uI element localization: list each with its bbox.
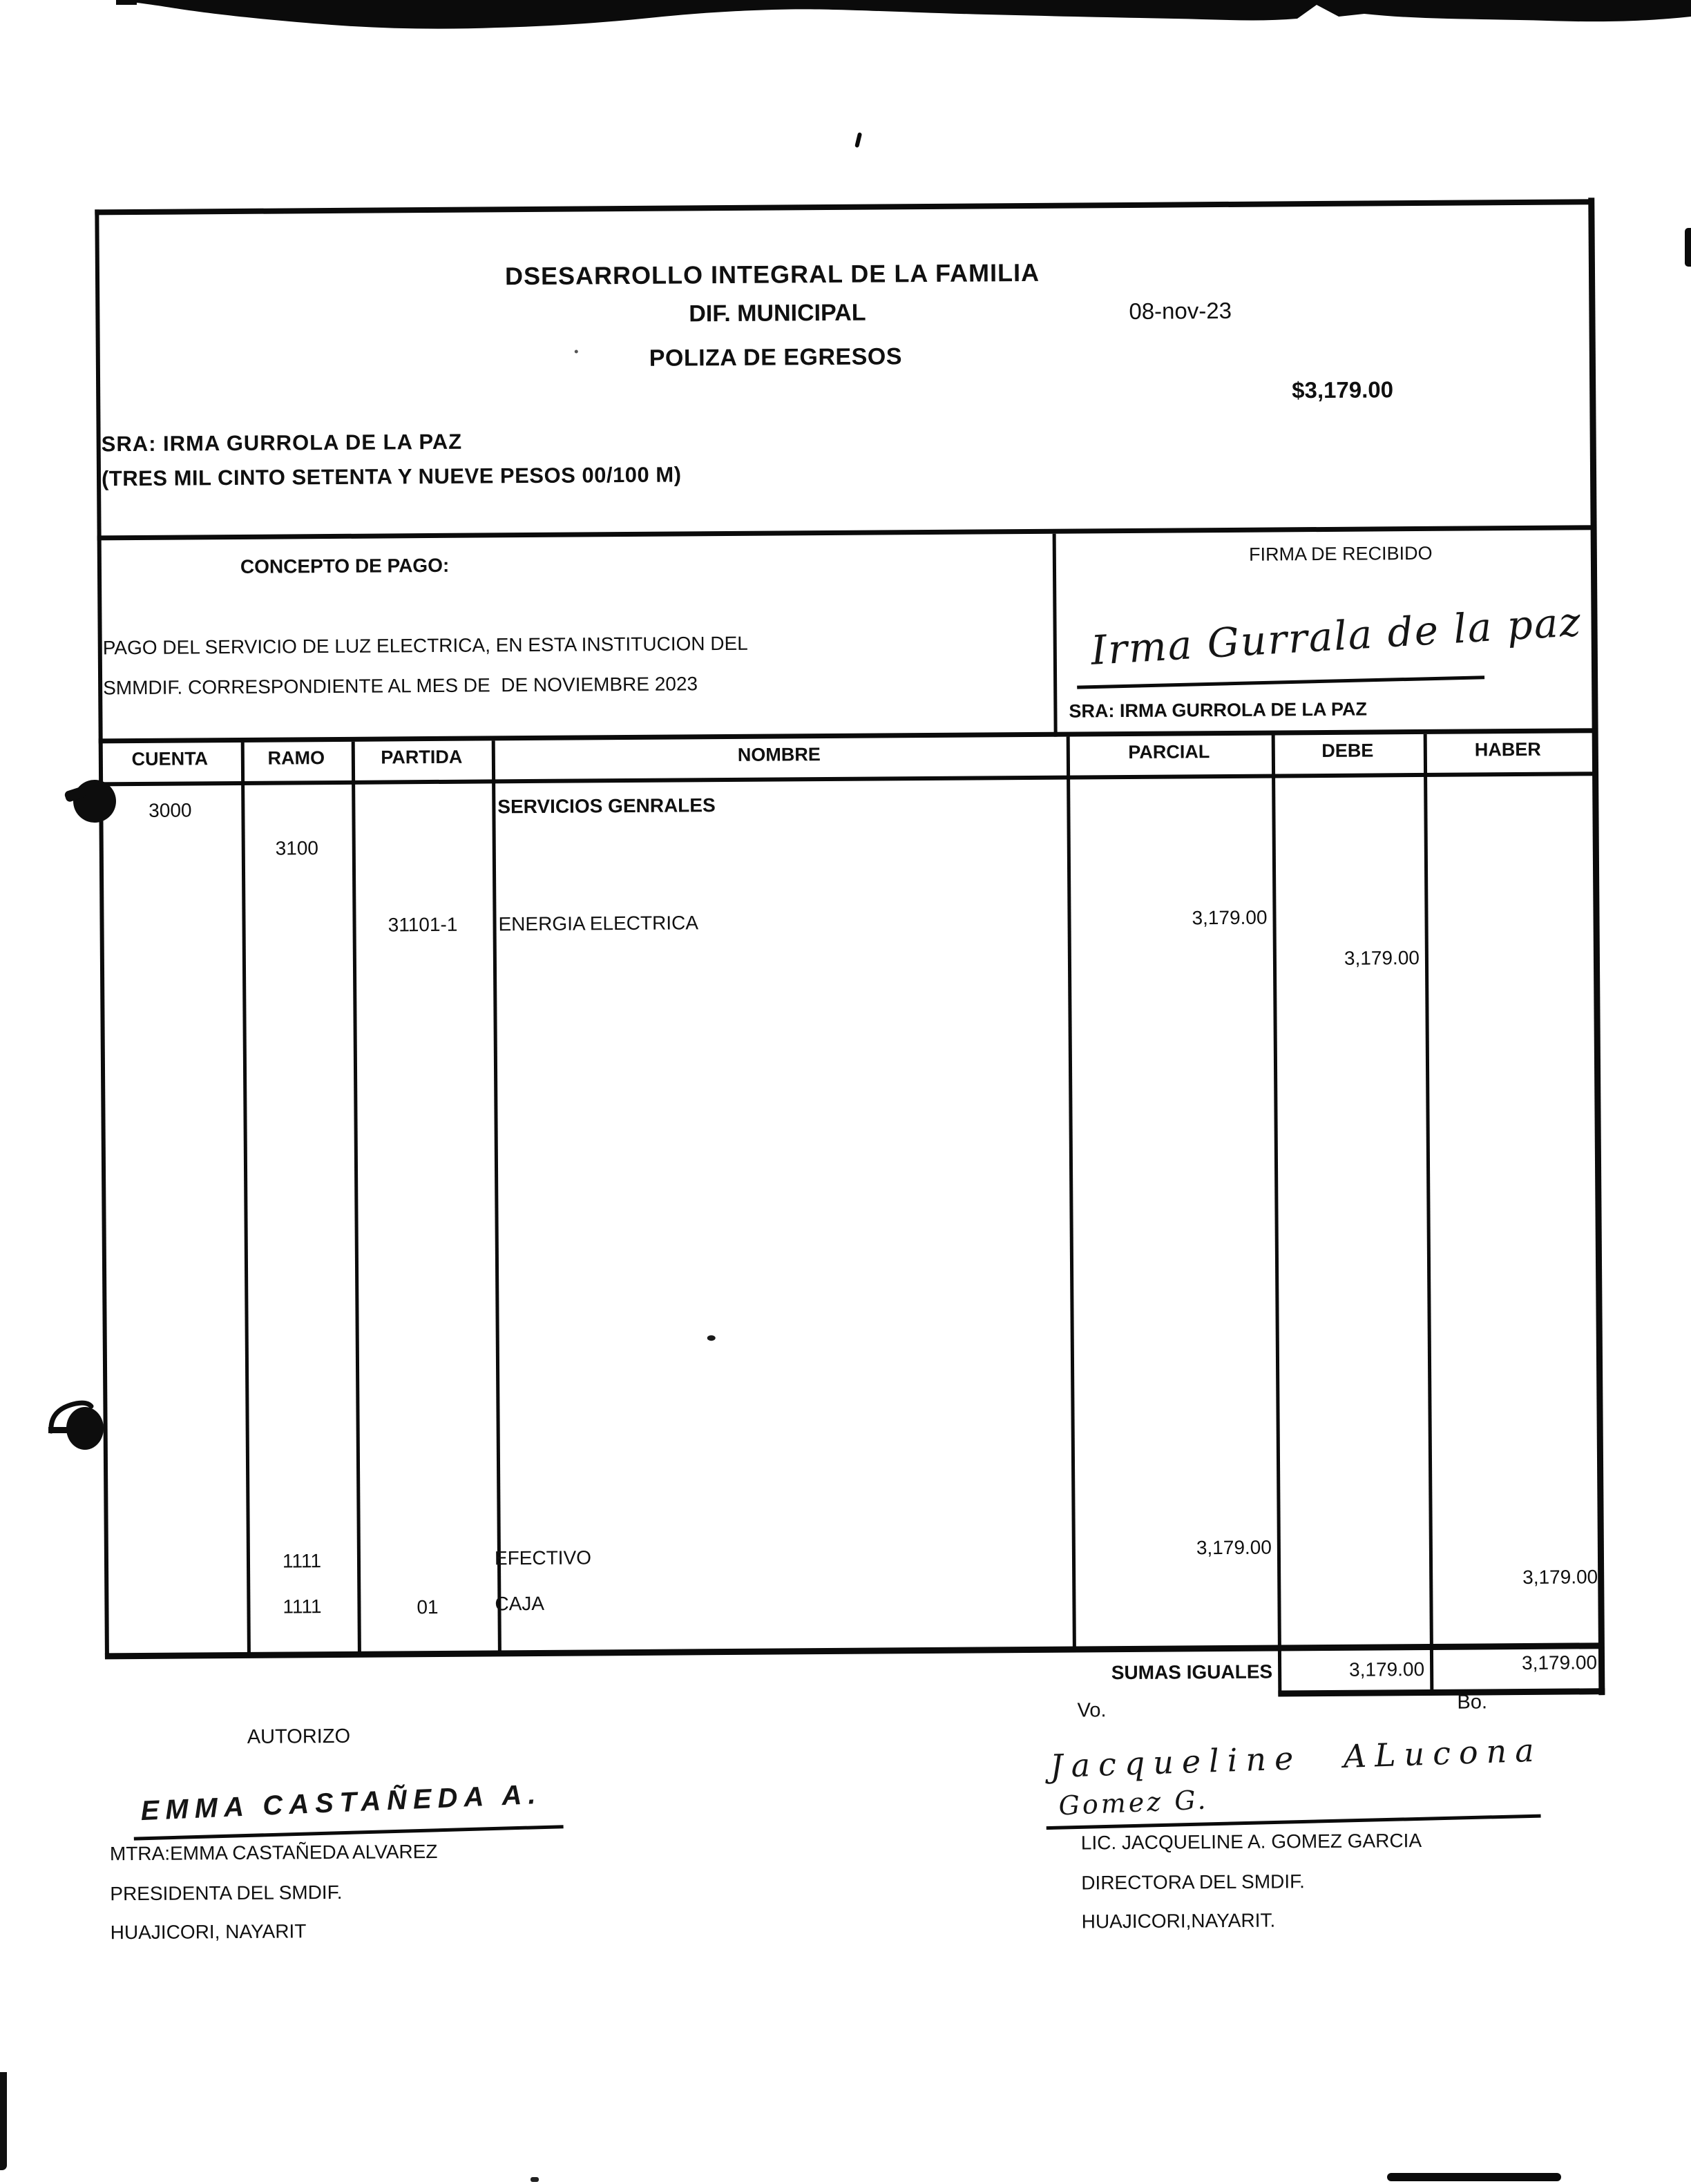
brad-fastener-top <box>59 765 135 841</box>
president-name: MTRA:EMMA CASTAÑEDA ALVAREZ <box>109 1840 438 1865</box>
totals-label: SUMAS IGUALES <box>1111 1660 1273 1684</box>
institution-subtitle: DIF. MUNICIPAL <box>689 299 866 327</box>
border-right <box>1588 198 1605 1695</box>
brad-fastener-bottom <box>41 1388 124 1464</box>
concept-line2: SMMDIF. CORRESPONDIENTE AL MES DE DE NOVIEMBRE 2023 <box>103 673 698 699</box>
totals-haber: 3,179.00 <box>1521 1651 1598 1674</box>
cell-nombre-efectivo: EFECTIVO <box>494 1546 592 1569</box>
col-line-cuenta-ramo <box>241 743 251 1654</box>
col-line-debe-haber <box>1424 734 1433 1646</box>
institution-title: DSESARROLLO INTEGRAL DE LA FAMILIA <box>504 258 1040 291</box>
vo-label: Vo. <box>1077 1699 1107 1722</box>
col-header-cuenta: CUENTA <box>131 748 209 770</box>
col-line-parcial-debe <box>1272 735 1281 1647</box>
col-header-nombre: NOMBRE <box>737 744 821 765</box>
apostrophe-mark <box>854 132 862 148</box>
scan-artifact-bottom-right <box>1387 2173 1561 2181</box>
document-type-title: POLIZA DE EGRESOS <box>649 343 903 372</box>
cell-partida-31101-1: 31101-1 <box>388 913 458 936</box>
receipt-signer-name: SRA: IRMA GURROLA DE LA PAZ <box>1069 698 1368 722</box>
cell-nombre-caja: CAJA <box>495 1592 545 1615</box>
col-header-ramo: RAMO <box>267 747 325 769</box>
cell-partida-01: 01 <box>417 1596 439 1618</box>
cell-nombre-servicios: SERVICIOS GENRALES <box>497 794 716 818</box>
scan-artifact-bottom-speck <box>531 2177 539 2182</box>
amount-in-words-line: (TRES MIL CINTO SETENTA Y NUEVE PESOS 00/100 M) <box>101 462 682 491</box>
cell-parcial-efectivo: 3,179.00 <box>1196 1536 1272 1559</box>
receipt-handwritten-signature: Irma Gurrala de la paz <box>1089 597 1583 674</box>
cell-ramo-1111-efectivo: 1111 <box>282 1550 322 1572</box>
concept-label: CONCEPTO DE PAGO: <box>240 554 450 577</box>
scan-artifact-bottom-left <box>0 2072 7 2170</box>
col-header-haber: HABER <box>1474 738 1541 760</box>
totals-box-mid-line <box>1430 1648 1433 1695</box>
cell-cuenta-3000: 3000 <box>149 799 192 821</box>
receipt-signature-underline <box>1077 676 1484 689</box>
col-line-nombre-parcial <box>1067 737 1076 1649</box>
cell-ramo-3100: 3100 <box>275 837 319 859</box>
col-header-partida: PARTIDA <box>381 746 463 768</box>
cell-parcial-energia: 3,179.00 <box>1192 906 1268 929</box>
cell-debe-energia: 3,179.00 <box>1344 947 1420 969</box>
totals-box-bottom-border <box>1278 1688 1605 1696</box>
col-header-debe: DEBE <box>1321 740 1374 762</box>
president-signature-underline <box>134 1825 564 1840</box>
cell-ramo-1111-caja: 1111 <box>283 1596 322 1618</box>
director-handwritten-signature-line2: Gomez G. <box>1058 1784 1210 1821</box>
print-speck <box>575 350 578 354</box>
totals-debe: 3,179.00 <box>1349 1658 1425 1680</box>
amount-numeric: $3,179.00 <box>1292 376 1394 403</box>
col-line-partida-nombre <box>492 740 501 1652</box>
director-name: LIC. JACQUELINE A. GOMEZ GARCIA <box>1080 1830 1422 1854</box>
header-section-divider <box>97 525 1596 540</box>
concept-line1: PAGO DEL SERVICIO DE LUZ ELECTRICA, EN ESTA INSTITUCION DEL <box>102 632 748 659</box>
table-header-bottom-border <box>99 772 1598 786</box>
receipt-signature-label: FIRMA DE RECIBIDO <box>1248 542 1433 565</box>
director-title: DIRECTORA DEL SMDIF. <box>1081 1870 1305 1894</box>
scan-artifact-right-edge <box>1685 228 1691 267</box>
president-title: PRESIDENTA DEL SMDIF. <box>110 1881 343 1905</box>
director-place: HUAJICORI,NAYARIT. <box>1081 1909 1276 1933</box>
cell-nombre-energia: ENERGIA ELECTRICA <box>498 912 699 935</box>
ink-dot <box>707 1335 716 1341</box>
cell-haber-caja: 3,179.00 <box>1522 1566 1598 1589</box>
document-date: 08-nov-23 <box>1129 297 1232 324</box>
col-header-parcial: PARCIAL <box>1128 741 1210 763</box>
totals-box-left-line <box>1278 1649 1281 1696</box>
border-top <box>95 199 1594 215</box>
col-line-ramo-partida <box>352 742 361 1654</box>
table-bottom-border <box>105 1642 1604 1659</box>
director-handwritten-signature-line1: Jacqueline ALucona <box>1049 1731 1543 1785</box>
bo-label: Bo. <box>1457 1691 1488 1714</box>
president-place: HUAJICORI, NAYARIT <box>110 1920 307 1944</box>
president-handwritten-signature: EMMA CASTAÑEDA A. <box>140 1779 543 1827</box>
payee-line: SRA: IRMA GURROLA DE LA PAZ <box>101 429 463 457</box>
concept-signature-divider <box>1053 534 1058 737</box>
authorize-label: AUTORIZO <box>247 1725 351 1748</box>
